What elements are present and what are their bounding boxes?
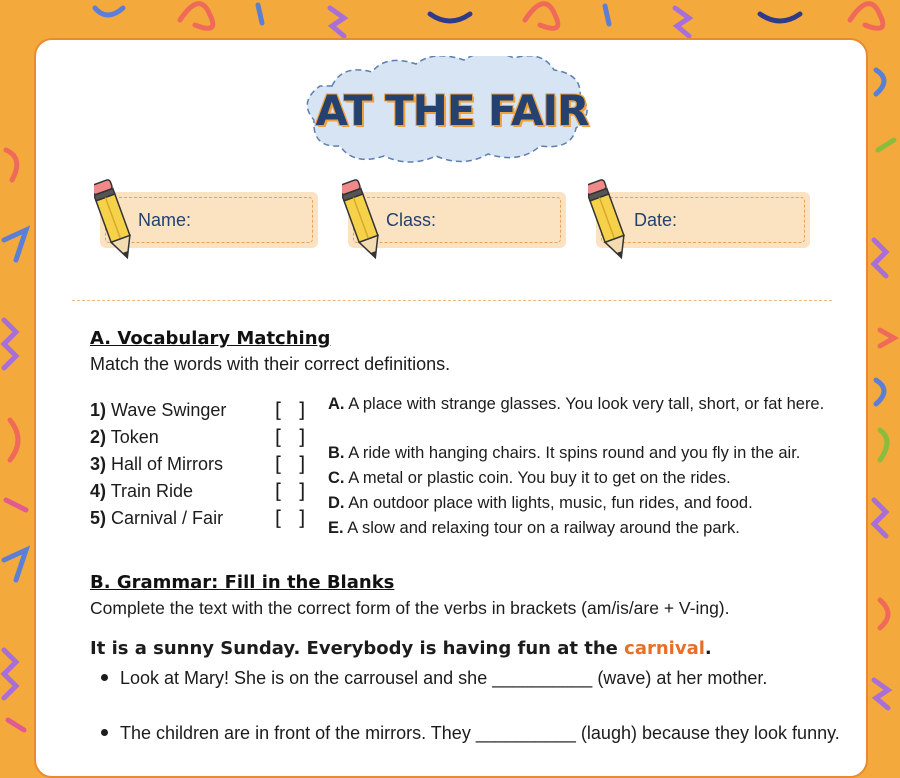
section-b-instruction: Complete the text with the correct form of the verbs in brackets (am/is/are + V-ing). — [90, 598, 730, 618]
definition-item: E. A slow and relaxing tour on a railway around the park. — [328, 519, 740, 537]
highlight-word: carnival — [624, 638, 705, 659]
worksheet-title: AT THE FAIR — [315, 86, 589, 135]
vocab-word: 3) Hall of Mirrors — [90, 454, 224, 474]
vocab-word: 4) Train Ride — [90, 481, 194, 501]
vocab-word: 2) Token — [90, 427, 159, 447]
answer-bracket[interactable]: [ ] — [272, 479, 309, 503]
answer-bracket[interactable]: [ ] — [272, 452, 309, 476]
date-label: Date: — [634, 210, 678, 230]
answer-bracket[interactable]: [ ] — [272, 398, 309, 422]
answer-bracket[interactable]: [ ] — [272, 506, 309, 530]
section-b-heading: B. Grammar: Fill in the Blanks — [90, 572, 395, 593]
pencil-icon — [94, 178, 134, 264]
definition-item: A. A place with strange glasses. You look very tall, short, or fat here. — [328, 395, 825, 413]
section-a-heading: A. Vocabulary Matching — [90, 328, 331, 349]
definition-item: B. A ride with hanging chairs. It spins round and you fly in the air. — [328, 444, 801, 462]
worksheet-page — [34, 38, 868, 778]
vocab-word: 5) Carnival / Fair — [90, 508, 224, 528]
section-divider — [72, 300, 832, 301]
exercise-item: The children are in front of the mirrors. They __________ (laugh) because they look funny. — [120, 723, 840, 743]
definition-item: C. A metal or plastic coin. You buy it to get on the rides. — [328, 469, 731, 487]
definition-item: D. An outdoor place with lights, music, fun rides, and food. — [328, 494, 753, 512]
vocab-word: 1) Wave Swinger — [90, 400, 227, 420]
story-intro: It is a sunny Sunday. Everybody is having fun at the carnival. — [90, 638, 712, 659]
section-a-instruction: Match the words with their correct definitions. — [90, 354, 451, 374]
exercise-item: Look at Mary! She is on the carrousel and she __________ (wave) at her mother. — [120, 668, 768, 688]
class-label: Class: — [386, 210, 437, 230]
bullet-icon — [101, 674, 108, 681]
date-field[interactable] — [596, 192, 810, 248]
bullet-icon — [101, 729, 108, 736]
answer-bracket[interactable]: [ ] — [272, 425, 309, 449]
pencil-icon — [588, 178, 628, 264]
pencil-icon — [342, 178, 382, 264]
name-label: Name: — [138, 210, 192, 230]
